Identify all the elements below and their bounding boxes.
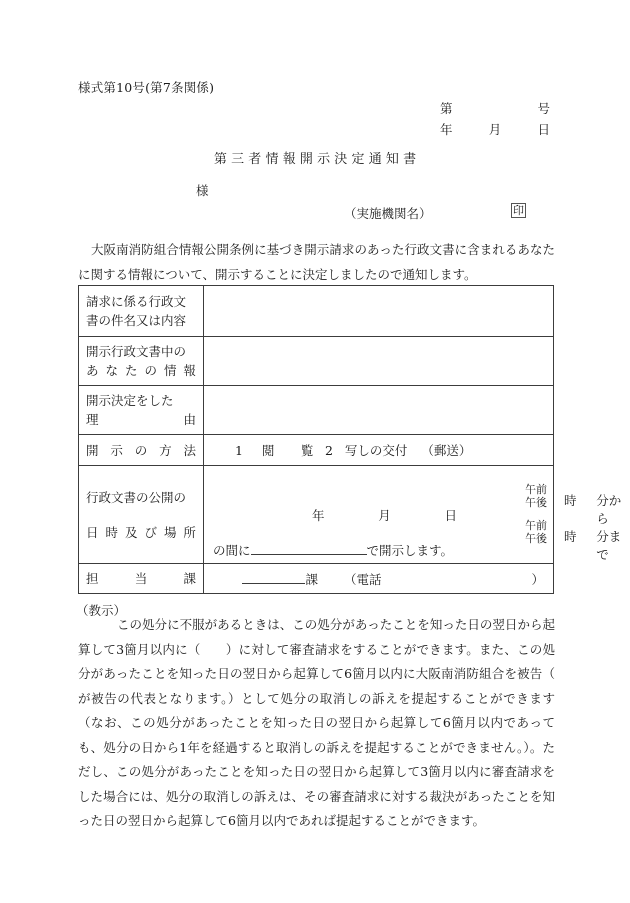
telephone-close-label: ） bbox=[531, 571, 544, 587]
row-value-department bbox=[204, 564, 554, 594]
pm-label-end: 午後 bbox=[525, 531, 547, 545]
glyph-dt-b: 時 bbox=[105, 524, 118, 540]
table-row-your-info bbox=[79, 337, 554, 386]
glyph-d: の bbox=[144, 363, 157, 378]
am-label-end: 午前 bbox=[525, 518, 547, 532]
date-year-label: 年 bbox=[440, 122, 453, 137]
glyph-reason-a: 理 bbox=[86, 412, 99, 427]
form-number: 様式第10号(第7条関係) bbox=[78, 80, 215, 95]
glyph-f: 報 bbox=[183, 363, 196, 378]
agency-name-label: （実施機関名） bbox=[344, 206, 432, 221]
ampm-selector-start[interactable] bbox=[522, 483, 550, 509]
row-label-datetime bbox=[79, 466, 204, 564]
datetime-year-label: 年 bbox=[312, 507, 325, 523]
time-end[interactable] bbox=[564, 527, 623, 563]
glyph-b: な bbox=[105, 363, 118, 378]
document-number-line bbox=[440, 99, 550, 117]
method-option-1-number: 1 bbox=[235, 443, 250, 458]
document-number-prefix: 第 bbox=[440, 101, 453, 116]
glyph-method-e: 法 bbox=[183, 442, 196, 458]
glyph-dept-b: 当 bbox=[134, 571, 148, 586]
row-label-your-info-line2 bbox=[86, 361, 196, 380]
glyph-dt-c: 及 bbox=[124, 524, 138, 540]
place-input-blank[interactable] bbox=[251, 541, 367, 555]
method-options bbox=[213, 441, 544, 459]
row-label-department-text bbox=[86, 569, 196, 588]
place-suffix-label: で開示します。 bbox=[366, 543, 454, 558]
row-value-reason[interactable] bbox=[204, 386, 554, 435]
am-label-start: 午前 bbox=[525, 482, 547, 496]
datetime-month-label: 月 bbox=[378, 507, 391, 523]
department-input-blank[interactable] bbox=[242, 570, 305, 584]
document-date-line bbox=[440, 120, 550, 138]
datetime-place-line bbox=[213, 541, 453, 559]
instruction-label: （教示） bbox=[76, 603, 127, 618]
addressee-honorific: 様 bbox=[196, 183, 209, 198]
glyph-dt-e: 場 bbox=[163, 524, 177, 540]
row-value-your-info[interactable] bbox=[204, 337, 554, 386]
seal-stamp-box: 印 bbox=[513, 204, 524, 217]
hour-label-end: 時 bbox=[564, 528, 577, 544]
instruction-body: この処分に不服があるときは、この処分があったことを知った日の翌日から起算して3箇月以内に（ ）に対して審査請求をすることができます。また、この処分があったことを知った日の翌日から起算して6箇月以内に大阪南消防組合を被告（ が被告の代表となります。）として処分の取消しの訴えを提起することができます（なお、この処分があったことを知った日の翌日から起算して6箇月以内であっても、処分の日から1年を経過すると取消しの訴えを提起することができません。）。ただし、この処分があったことを知った日の翌日から起算して3箇月以内に審査請求をした場合には、処分の取消しの訴えは、その審査請求に対する裁決があったことを知った日の翌日から起算して6箇月以内であれば提起することができます。 bbox=[78, 617, 630, 828]
row-label-your-info bbox=[79, 337, 204, 386]
glyph-method-a: 開 bbox=[86, 442, 99, 458]
datetime-day-label: 日 bbox=[444, 507, 457, 523]
row-label-subject-line2: 書の件名又は内容 bbox=[86, 313, 187, 328]
method-option-2[interactable] bbox=[325, 441, 407, 459]
table-row-reason bbox=[79, 386, 554, 435]
row-label-reason bbox=[79, 386, 204, 435]
glyph-a: あ bbox=[86, 363, 99, 378]
glyph-method-b: 示 bbox=[110, 442, 123, 458]
document-title: 第三者情報開示決定通知書 bbox=[213, 152, 421, 167]
row-label-department bbox=[79, 564, 204, 594]
row-value-datetime bbox=[204, 466, 622, 564]
lead-paragraph: 大阪南消防組合情報公開条例に基づき開示請求のあった行政文書に含まれるあなたに関する情報について、開示することに決定しましたので通知します。 bbox=[78, 242, 555, 282]
hour-label-start: 時 bbox=[564, 492, 577, 508]
row-label-datetime-line1: 行政文書の公開の bbox=[86, 489, 187, 505]
glyph-dt-a: 日 bbox=[86, 524, 99, 540]
method-option-1-label: 閲 覧 bbox=[261, 443, 321, 458]
method-option-2-number: 2 bbox=[325, 443, 333, 458]
glyph-dept-c: 課 bbox=[183, 571, 196, 586]
pm-label-start: 午後 bbox=[525, 495, 547, 509]
row-value-subject[interactable] bbox=[204, 286, 554, 337]
table-row-department bbox=[79, 564, 554, 594]
time-start[interactable] bbox=[564, 491, 623, 527]
row-label-datetime-line2 bbox=[86, 523, 196, 542]
row-label-subject bbox=[79, 286, 204, 337]
datetime-ymd[interactable] bbox=[312, 506, 457, 524]
place-prefix-label: の間に bbox=[213, 543, 251, 558]
method-option-2-label: 写しの交付 bbox=[344, 443, 408, 458]
minute-label-start: 分から bbox=[596, 492, 622, 526]
glyph-method-c: の bbox=[134, 442, 148, 458]
row-label-subject-line1: 請求に係る行政文 bbox=[86, 294, 187, 309]
method-option-2-note: （郵送） bbox=[421, 443, 472, 458]
table-row-datetime bbox=[79, 466, 554, 564]
row-label-method-text bbox=[86, 441, 196, 460]
document-number-suffix: 号 bbox=[537, 101, 550, 116]
table-row-method bbox=[79, 435, 554, 466]
row-label-method bbox=[79, 435, 204, 466]
department-fields bbox=[213, 570, 544, 588]
row-label-reason-line2 bbox=[86, 410, 196, 429]
glyph-c: た bbox=[124, 363, 138, 378]
row-value-method bbox=[204, 435, 554, 466]
table-row-subject bbox=[79, 286, 554, 337]
glyph-dt-f: 所 bbox=[183, 524, 196, 540]
department-suffix-label: 課 bbox=[305, 571, 318, 587]
telephone-open-label: （電話 bbox=[343, 571, 382, 587]
glyph-reason-b: 由 bbox=[183, 412, 196, 427]
minute-label-end: 分まで bbox=[596, 528, 622, 562]
method-option-1[interactable] bbox=[235, 441, 325, 459]
row-label-reason-line1: 開示決定をした bbox=[86, 393, 174, 408]
row-label-your-info-line1: 開示行政文書中の bbox=[86, 344, 187, 359]
glyph-e: 情 bbox=[163, 363, 177, 378]
glyph-dt-d: び bbox=[144, 524, 157, 540]
glyph-dept-a: 担 bbox=[86, 571, 99, 586]
date-month-label: 月 bbox=[488, 122, 502, 137]
ampm-selector-end[interactable] bbox=[522, 519, 550, 545]
date-day-label: 日 bbox=[537, 122, 550, 137]
glyph-method-d: 方 bbox=[159, 442, 172, 458]
notification-table bbox=[78, 285, 622, 594]
